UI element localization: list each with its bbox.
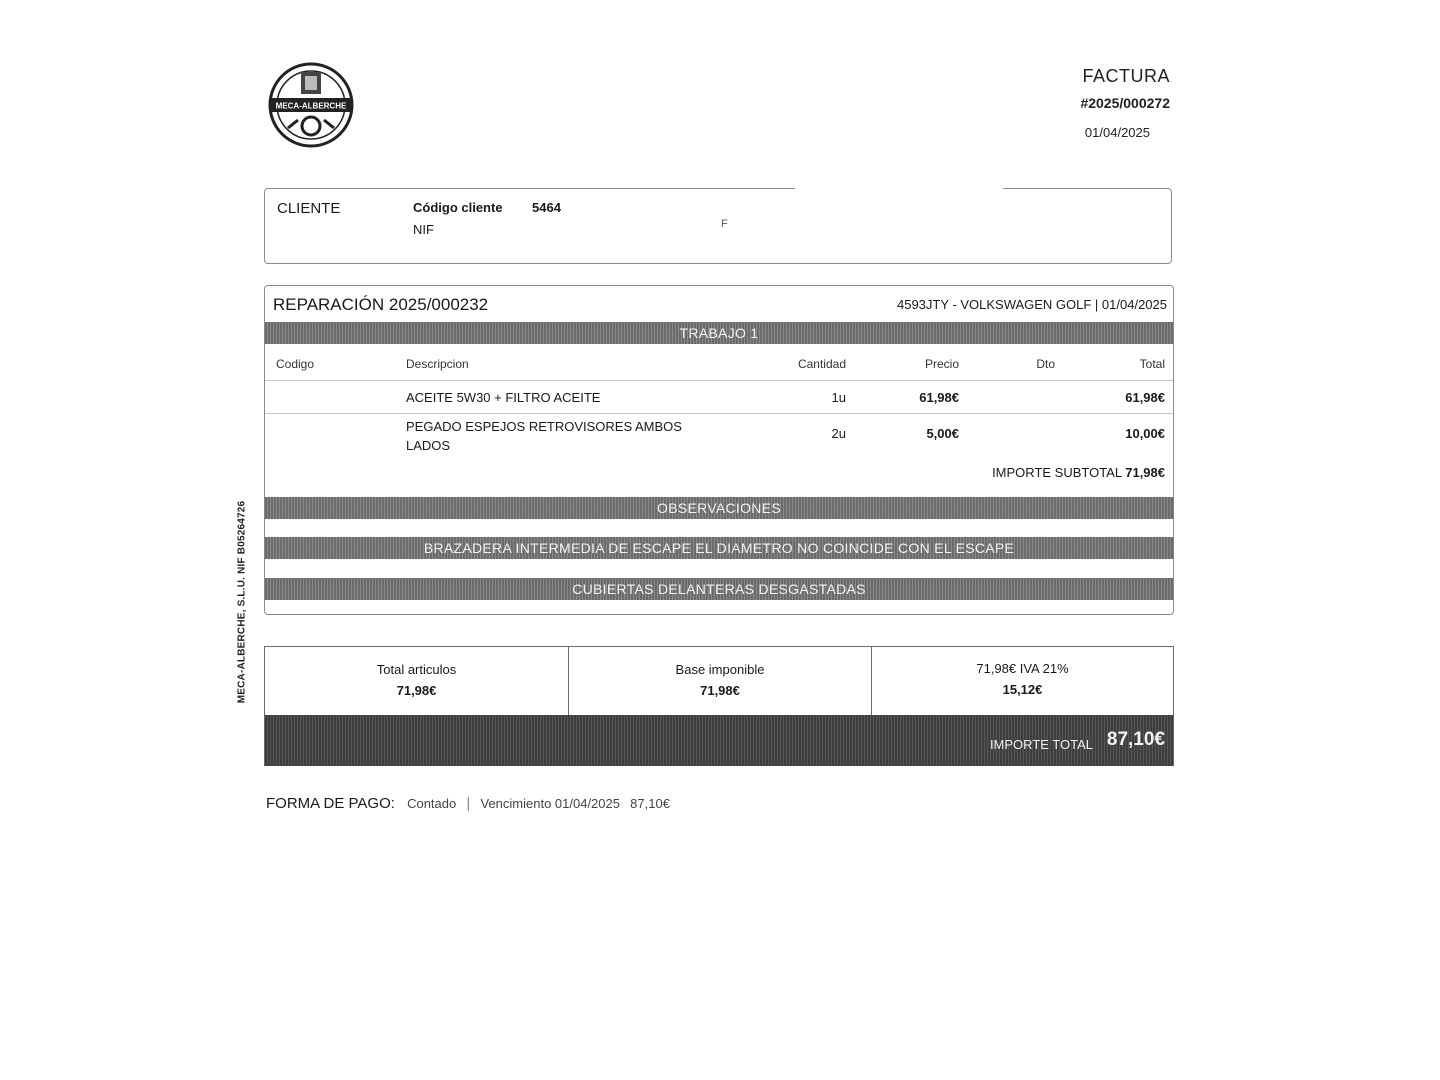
item-total: 10,00€ bbox=[1125, 426, 1165, 441]
grand-total-bar bbox=[265, 715, 1173, 766]
iva bbox=[872, 647, 1173, 715]
item-descripcion: ACEITE 5W30 + FILTRO ACEITE bbox=[406, 390, 601, 405]
payment-separator: | bbox=[466, 795, 471, 812]
total-articles bbox=[265, 647, 568, 715]
company-legal-text: MECA-ALBERCHE, S.L.U. NIF B05264726 bbox=[236, 500, 248, 704]
invoice-header bbox=[1080, 66, 1170, 140]
logo-text: MECA-ALBERCHE bbox=[275, 101, 347, 111]
client-nif-value: F bbox=[721, 218, 728, 230]
repair-vehicle: 4593JTY - VOLKSWAGEN GOLF | 01/04/2025 bbox=[896, 297, 1167, 312]
payment-info bbox=[266, 795, 670, 812]
subtotal-value: 71,98€ bbox=[1125, 465, 1165, 480]
row-divider bbox=[265, 413, 1173, 414]
invoice-date: 01/04/2025 bbox=[1084, 125, 1150, 140]
subtotal bbox=[992, 465, 1165, 480]
grand-total-label: IMPORTE TOTAL bbox=[989, 737, 1093, 752]
observations-band: OBSERVACIONES bbox=[265, 497, 1173, 519]
client-code-value: 5464 bbox=[532, 200, 561, 215]
col-header-descripcion: Descripcion bbox=[406, 357, 469, 371]
payment-method: Contado bbox=[407, 796, 457, 811]
payment-due: Vencimiento 01/04/2025 bbox=[480, 796, 620, 811]
subtotal-label: IMPORTE SUBTOTAL bbox=[992, 465, 1122, 480]
payment-amount: 87,10€ bbox=[630, 796, 670, 811]
item-precio: 5,00€ bbox=[926, 426, 959, 441]
client-box bbox=[264, 188, 1172, 264]
table-divider bbox=[265, 380, 1173, 381]
client-code-label: Código cliente bbox=[413, 200, 503, 215]
col-header-cantidad: Cantidad bbox=[797, 357, 846, 371]
observation-line: BRAZADERA INTERMEDIA DE ESCAPE EL DIAMETRO NO COINCIDE CON EL ESCAPE bbox=[265, 537, 1173, 559]
repair-title: REPARACIÓN 2025/000232 bbox=[273, 295, 489, 314]
iva-label: 71,98€ IVA 21% bbox=[976, 661, 1069, 676]
tax-base-label: Base imponible bbox=[675, 662, 765, 677]
iva-value: 15,12€ bbox=[1002, 682, 1043, 697]
invoice-number: #2025/000272 bbox=[1080, 95, 1170, 111]
repair-box bbox=[264, 285, 1174, 615]
observation-line: CUBIERTAS DELANTERAS DESGASTADAS bbox=[265, 578, 1173, 600]
item-total: 61,98€ bbox=[1125, 390, 1165, 405]
item-cantidad: 1u bbox=[831, 390, 846, 405]
company-logo bbox=[268, 62, 354, 148]
col-header-total: Total bbox=[1139, 357, 1165, 371]
col-header-codigo: Codigo bbox=[276, 357, 315, 371]
item-cantidad: 2u bbox=[831, 426, 846, 441]
border-gap bbox=[795, 186, 1003, 191]
total-articles-label: Total articulos bbox=[376, 662, 457, 677]
col-header-precio: Precio bbox=[924, 357, 959, 371]
tax-base-value: 71,98€ bbox=[700, 683, 740, 698]
grand-total-value: 87,10€ bbox=[1106, 729, 1165, 750]
item-descripcion: PEGADO ESPEJOS RETROVISORES AMBOS LADOS bbox=[406, 419, 682, 453]
client-nif-label: NIF bbox=[413, 222, 434, 237]
item-precio: 61,98€ bbox=[919, 390, 959, 405]
total-articles-value: 71,98€ bbox=[396, 683, 437, 698]
work-band: TRABAJO 1 bbox=[265, 322, 1173, 344]
invoice-title: FACTURA bbox=[1082, 66, 1170, 86]
col-header-dto: Dto bbox=[1036, 357, 1055, 371]
tax-base bbox=[569, 647, 871, 715]
totals-box bbox=[264, 646, 1174, 766]
payment-label: FORMA DE PAGO: bbox=[266, 795, 395, 812]
client-label: CLIENTE bbox=[277, 200, 341, 217]
